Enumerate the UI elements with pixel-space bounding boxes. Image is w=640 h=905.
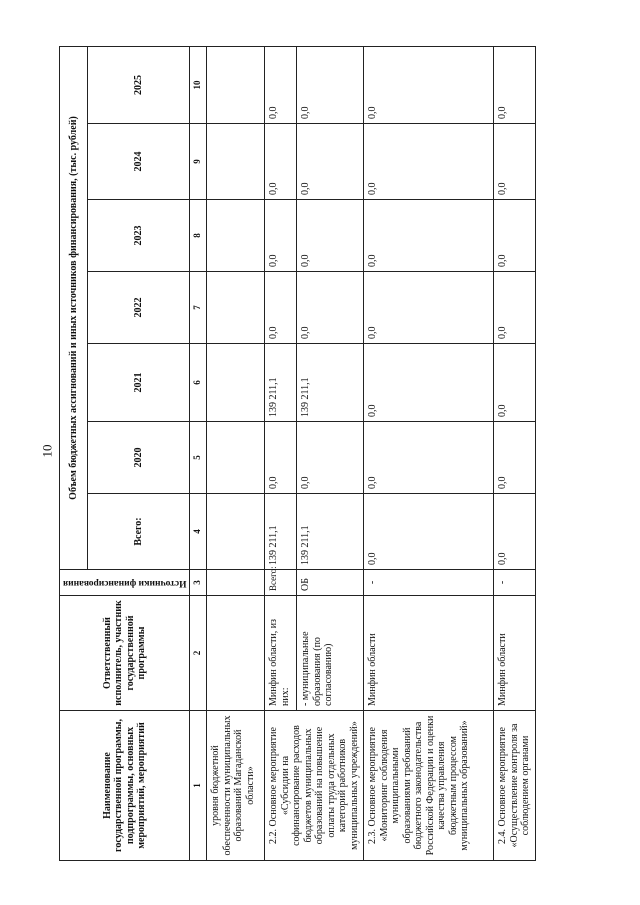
row-executor: - муниципальные образования (по согласованию) bbox=[297, 596, 364, 711]
row-value: 0,0 bbox=[494, 124, 536, 200]
row-executor: Минфин области, из них: bbox=[265, 596, 297, 711]
row-value: 0,0 bbox=[494, 494, 536, 570]
row-source bbox=[207, 570, 265, 596]
row-value: 0,0 bbox=[265, 422, 297, 494]
row-value: 0,0 bbox=[297, 272, 364, 344]
header-source-text: Источники финансирования bbox=[63, 577, 187, 588]
row-value: 0,0 bbox=[297, 124, 364, 200]
header-executor: Ответственный исполнитель, участник государственной программы bbox=[60, 596, 190, 711]
header-source bbox=[60, 570, 190, 596]
row-value: 0,0 bbox=[494, 200, 536, 272]
header-year: 2025 bbox=[88, 47, 190, 124]
row-name: 2.4. Основное мероприятие «Осуществление контроля за соблюдением органами bbox=[494, 711, 536, 861]
column-number-row bbox=[190, 47, 207, 861]
header-year: 2020 bbox=[88, 422, 190, 494]
row-value: 0,0 bbox=[494, 272, 536, 344]
table-row bbox=[494, 47, 536, 861]
row-source: Всего: bbox=[265, 570, 297, 596]
column-number: 6 bbox=[190, 344, 207, 422]
row-executor: Минфин области bbox=[494, 596, 536, 711]
row-value: 0,0 bbox=[297, 200, 364, 272]
row-value: 0,0 bbox=[364, 124, 494, 200]
row-value bbox=[207, 344, 265, 422]
row-value: 139 211,1 bbox=[297, 494, 364, 570]
column-number: 2 bbox=[190, 596, 207, 711]
row-name: 2.2. Основное мероприятие «Субсидии на софинансирование расходов бюджетов муниципальных образований на повышение оплаты труда отдельных категорий работников муниципальных учреждений» bbox=[265, 711, 364, 861]
header-group: Объем бюджетных ассигнований и иных источников финансирования, (тыс. рублей) bbox=[60, 47, 88, 570]
row-value: 0,0 bbox=[364, 422, 494, 494]
row-value bbox=[207, 124, 265, 200]
row-value: 0,0 bbox=[364, 47, 494, 124]
row-value: 0,0 bbox=[297, 422, 364, 494]
row-value: 0,0 bbox=[494, 422, 536, 494]
row-executor bbox=[207, 596, 265, 711]
row-name: уровня бюджетной обеспеченности муниципальных образований Магаданской области» bbox=[207, 711, 265, 861]
row-value: 139 211,1 bbox=[265, 494, 297, 570]
row-source: - bbox=[494, 570, 536, 596]
header-year: 2021 bbox=[88, 344, 190, 422]
column-number: 8 bbox=[190, 200, 207, 272]
column-number: 7 bbox=[190, 272, 207, 344]
row-source: ОБ bbox=[297, 570, 364, 596]
header-year: Всего: bbox=[88, 494, 190, 570]
column-number: 9 bbox=[190, 124, 207, 200]
row-value bbox=[207, 272, 265, 344]
budget-table bbox=[59, 46, 536, 861]
row-value bbox=[207, 47, 265, 124]
row-value: 0,0 bbox=[364, 344, 494, 422]
page-number: 10 bbox=[39, 444, 55, 458]
column-number: 5 bbox=[190, 422, 207, 494]
row-value: 0,0 bbox=[297, 47, 364, 124]
table-row bbox=[364, 47, 494, 861]
table-row bbox=[265, 47, 297, 861]
column-number: 1 bbox=[190, 711, 207, 861]
row-value: 139 211,1 bbox=[297, 344, 364, 422]
header-year: 2023 bbox=[88, 200, 190, 272]
row-executor: Минфин области bbox=[364, 596, 494, 711]
row-value: 0,0 bbox=[364, 272, 494, 344]
column-number: 4 bbox=[190, 494, 207, 570]
column-number: 10 bbox=[190, 47, 207, 124]
rotated-table-area bbox=[59, 47, 619, 861]
row-value bbox=[207, 494, 265, 570]
table-row bbox=[207, 47, 265, 861]
row-value: 0,0 bbox=[265, 272, 297, 344]
header-year: 2024 bbox=[88, 124, 190, 200]
row-value: 0,0 bbox=[265, 124, 297, 200]
row-value: 0,0 bbox=[494, 344, 536, 422]
column-number: 3 bbox=[190, 570, 207, 596]
row-value: 0,0 bbox=[265, 47, 297, 124]
row-value bbox=[207, 422, 265, 494]
row-value: 0,0 bbox=[364, 200, 494, 272]
row-name: 2.3. Основное мероприятие «Мониторинг соблюдения муниципальными образованиями требований бюджетного законодательства Российской Федерации и оценки качества управления бюджетным процессом муниципальных образований» bbox=[364, 711, 494, 861]
row-value: 0,0 bbox=[265, 200, 297, 272]
row-value: 0,0 bbox=[364, 494, 494, 570]
row-source: - bbox=[364, 570, 494, 596]
header-name: Наименование государственной программы, подпрограммы, основных мероприятий, мероприятий bbox=[60, 711, 190, 861]
row-value bbox=[207, 200, 265, 272]
row-value: 139 211,1 bbox=[265, 344, 297, 422]
header-year: 2022 bbox=[88, 272, 190, 344]
row-value: 0,0 bbox=[494, 47, 536, 124]
